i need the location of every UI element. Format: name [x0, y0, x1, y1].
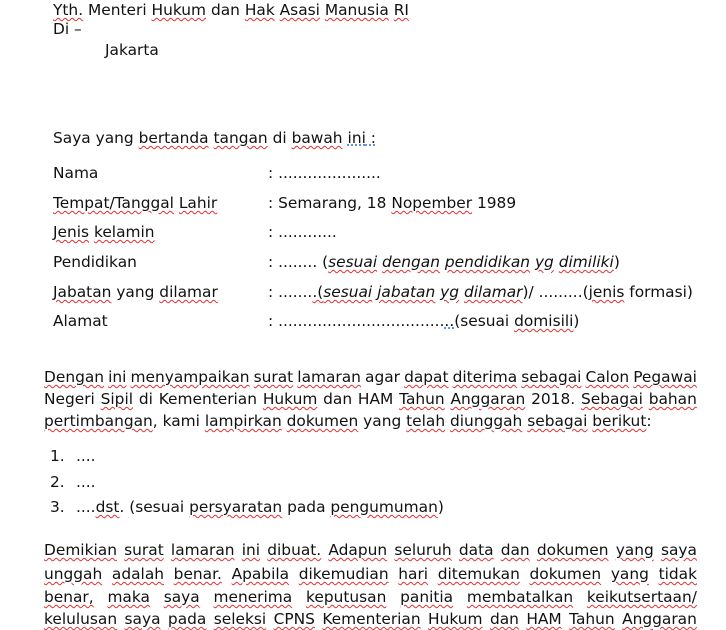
intro-line [53, 128, 376, 148]
para-word: sebagai [527, 412, 588, 430]
para-word: Kementerian [158, 390, 257, 408]
para2-line-4 [44, 609, 697, 629]
para-word: saya [124, 610, 161, 628]
field-label-nama: Nama [53, 164, 99, 182]
para-word: lampirkan [204, 412, 282, 430]
para-word: bahan [648, 390, 697, 408]
intro-word: ini [347, 129, 366, 147]
address-word: Menteri [88, 1, 147, 19]
para-word: yang [610, 565, 649, 583]
intro-word: Saya yang [53, 129, 134, 147]
intro-word: bertanda [138, 129, 209, 147]
value-part: .. [444, 312, 455, 330]
para-word: keikutsertaan/ [586, 588, 697, 606]
para-word: benar, [44, 588, 94, 606]
para-word: dokumen [536, 541, 609, 559]
para-word: pertimbangan [44, 412, 153, 430]
para-word: Hukum [262, 390, 318, 408]
label-word: Tempat/Tanggal [53, 194, 174, 212]
list-item [76, 497, 444, 517]
value-part: : Semarang, 18 [268, 194, 387, 212]
list-part: .... [76, 498, 96, 516]
para-word: Tahun [399, 390, 445, 408]
para-word: Hukum [428, 610, 483, 628]
value-part: dimiliki [558, 253, 614, 271]
para-word: benar. [173, 565, 222, 583]
value-part: 1989 [472, 194, 517, 212]
para1-line-2 [44, 389, 697, 409]
para-word: seleksi [213, 610, 267, 628]
para-word: Kementerian [322, 610, 421, 628]
field-label-jk [53, 222, 155, 242]
para-word: Anggaran [450, 390, 526, 408]
field-label-jabatan [53, 282, 218, 302]
list-part: pengumuman [330, 498, 438, 516]
list-item: .... [76, 447, 96, 465]
value-part: jabatan [377, 283, 436, 301]
para-word: seluruh [394, 541, 452, 559]
para-word: diterima [452, 368, 518, 386]
para-word: dibuat. [267, 541, 322, 559]
para-word: , kami [152, 412, 200, 430]
value-part: ) [686, 283, 693, 301]
para-word: HAM [357, 390, 394, 408]
field-label-alamat: Alamat [53, 312, 108, 330]
label-word: Jabatan [53, 283, 112, 301]
para-word: ini [108, 368, 127, 386]
address-word: RI [393, 1, 409, 19]
para2-line-2 [44, 564, 697, 584]
para-word: Sipil [100, 390, 134, 408]
para-word: Calon [585, 368, 630, 386]
para-word: membatalkan [466, 588, 574, 606]
para-word: dokumen [529, 565, 602, 583]
intro-word: : [365, 129, 376, 147]
address-line-1 [53, 0, 409, 20]
para-word: dan [323, 390, 353, 408]
para-word: saya [163, 588, 200, 606]
field-value-pendidikan [268, 252, 620, 272]
para-word: Demikian [44, 541, 117, 559]
para2-line-1 [44, 540, 697, 560]
list-part: persyaratan [189, 498, 283, 516]
para-word: surat [253, 368, 294, 386]
field-value-nama: : ..................... [268, 164, 381, 182]
para-word: dokumen [286, 412, 359, 430]
field-label-pendidikan: Pendidikan [53, 253, 137, 271]
para-word: keputusan [306, 588, 387, 606]
para-word: Pegawai [633, 368, 697, 386]
value-part: )/ .........( [522, 283, 589, 301]
para-word: dapat [404, 368, 449, 386]
para-word: ditemukan [437, 565, 520, 583]
para-word: Tahun [569, 610, 615, 628]
para-word: HAM [526, 610, 562, 628]
para-word: menerima [213, 588, 293, 606]
para1-line-1 [44, 367, 697, 387]
intro-word: bawah [291, 129, 343, 147]
para-word: pada [167, 610, 207, 628]
value-part: yg [534, 253, 554, 271]
para-word: sebagai [521, 368, 582, 386]
value-part: sesuai [328, 253, 378, 271]
list-part: dst [95, 498, 120, 516]
para-word: berikut [592, 412, 647, 430]
value-part: yg [440, 283, 460, 301]
para-word: agar [365, 368, 400, 386]
para-word: unggah [44, 565, 103, 583]
para-word: adalah [111, 565, 164, 583]
para-word: ini [241, 541, 261, 559]
para-word: tidak [658, 565, 697, 583]
para-word: 2018. [531, 390, 576, 408]
para-word: dan [500, 541, 530, 559]
para-word: panitia [400, 588, 454, 606]
field-label-ttl [53, 193, 217, 213]
label-word: Jenis [53, 223, 90, 241]
para-word: Dengan [44, 368, 105, 386]
label-word: yang [116, 283, 155, 301]
list-number: 3. [50, 498, 65, 516]
para-word: lamaran [170, 541, 235, 559]
para-word: hari [398, 565, 429, 583]
address-word: Yth. [53, 1, 84, 19]
value-part: domisili [514, 312, 574, 330]
para-word: Adapun [328, 541, 388, 559]
para-word: dan [489, 610, 519, 628]
value-part: Nopember [391, 194, 473, 212]
list-part: pada [287, 498, 326, 516]
list-item: .... [76, 473, 96, 491]
para-word: lamaran [297, 368, 361, 386]
para-word: di [138, 390, 153, 408]
address-line-2: Di – [53, 20, 82, 38]
para-word: CPNS [273, 610, 315, 628]
para-word: data [458, 541, 494, 559]
label-word: Lahir [178, 194, 218, 212]
list-part: ) [437, 498, 444, 516]
para-word: yang [615, 541, 654, 559]
value-part: formasi [629, 283, 687, 301]
para-word: surat [124, 541, 164, 559]
para-word: dikemudian [298, 565, 389, 583]
value-part: (sesuai [454, 312, 510, 330]
list-part: . (sesuai [119, 498, 185, 516]
label-word: dilamar [159, 283, 218, 301]
address-word: Asasi [279, 1, 320, 19]
value-part: dengan [382, 253, 440, 271]
para-word: diunggah [450, 412, 523, 430]
intro-word: di [272, 129, 287, 147]
para-word: saya [660, 541, 697, 559]
para-word: Negeri [44, 390, 95, 408]
para-word: yang [363, 412, 402, 430]
para-word: : [646, 412, 652, 430]
value-part: : ........ ( [268, 253, 329, 271]
address-word: dan [210, 1, 240, 19]
address-word: Hak [244, 1, 275, 19]
para-word: Apabila [231, 565, 290, 583]
address-word: Manusia [324, 1, 389, 19]
para-word: kelulusan [44, 610, 118, 628]
value-part: ) [573, 312, 580, 330]
value-part: jenis [588, 283, 625, 301]
intro-word: tangan [213, 129, 268, 147]
field-value-jabatan [268, 282, 693, 302]
field-value-alamat [268, 311, 579, 331]
para1-line-3 [44, 411, 652, 431]
address-word: Hukum [151, 1, 207, 19]
value-part: : ....... [268, 283, 313, 301]
para-word: Sebagai [580, 390, 643, 408]
address-city: Jakarta [105, 41, 159, 59]
field-value-ttl [268, 193, 516, 213]
value-part: ) [613, 253, 620, 271]
para-word: telah [406, 412, 446, 430]
value-part: : .................................. [268, 312, 445, 330]
value-part: .( [312, 283, 324, 301]
value-part: pendidikan [444, 253, 531, 271]
value-part: sesuai [323, 283, 373, 301]
label-word: kelamin [93, 223, 155, 241]
para-word: maka [107, 588, 150, 606]
list-number: 2. [50, 473, 65, 491]
list-number: 1. [50, 447, 65, 465]
value-part: dilamar [463, 283, 523, 301]
para-word: Anggaran [622, 610, 697, 628]
field-value-jk: : ............ [268, 223, 337, 241]
para-word: menyampaikan [130, 368, 250, 386]
para2-line-3 [44, 587, 697, 607]
